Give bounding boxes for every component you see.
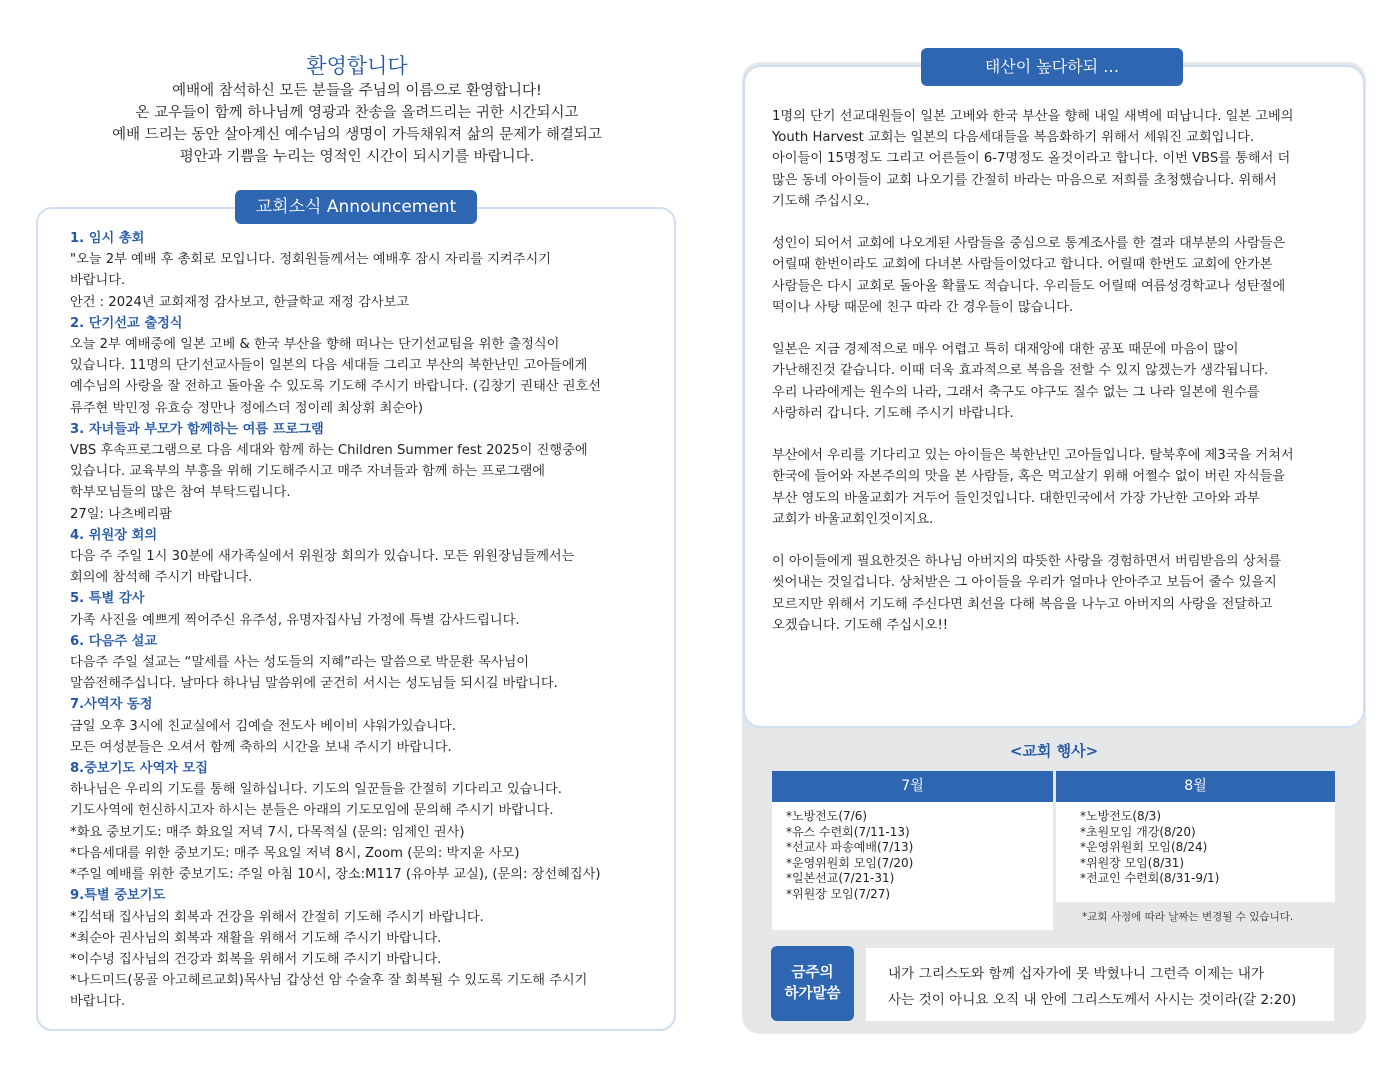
event-item: *선교사 파송예배(7/13)	[786, 840, 914, 854]
announcement-line: VBS 후속프로그램으로 다음 세대와 함께 하는 Children Summer fest 2025이 진행중에	[70, 443, 588, 459]
announcement-line: 류주현 박민정 유효승 정만나 정에스더 정이레 최상휘 최순아)	[70, 400, 423, 416]
events-note: *교회 사정에 따라 날짜는 변경될 수 있습니다.	[1082, 911, 1294, 923]
verse-line: 사는 것이 아니요 오직 내 안에 그리스도께서 사시는 것이라(갈 2:20)	[888, 992, 1297, 1008]
article-line: 부산에서 우리를 기다리고 있는 아이들은 북한난민 고아들입니다. 탈북후에 제3국을 거쳐서	[772, 448, 1294, 464]
announcement-line: *화요 중보기도: 매주 화요일 저녁 7시, 다목적실 (문의: 임제인 권사)	[70, 824, 465, 840]
event-item: *운영위원회 모임(7/20)	[786, 855, 914, 870]
event-item: *노방전도(7/6)	[786, 809, 868, 823]
announcement-heading: 1. 임시 총회	[70, 231, 145, 246]
announcement-line: 있습니다. 교육부의 부흥을 위해 기도해주시고 매주 자녀들과 함께 하는 프로그램에	[70, 464, 546, 480]
announcement-line: 안건 : 2024년 교회재정 감사보고, 한글학교 재정 감사보고	[70, 294, 410, 310]
event-item: *전교인 수련회(8/31-9/1)	[1080, 871, 1220, 885]
article-line: 부산 영도의 바울교회가 거두어 들인것입니다. 대한민국에서 가장 가난한 고아와 과부	[772, 490, 1260, 506]
welcome-line: 온 교우들이 함께 하나님께 영광과 찬송을 올려드리는 귀한 시간되시고	[135, 105, 579, 121]
verse-label-line: 하가말씀	[784, 985, 841, 1002]
announcements-label: 교회소식 Announcement	[235, 190, 477, 224]
event-item: *초원모임 개강(8/20)	[1080, 824, 1196, 839]
article-paragraph	[772, 551, 1352, 636]
events-july-list	[772, 802, 1053, 930]
article-line: 한국에 들어와 자본주의의 맛을 본 사람들, 혹은 먹고살기 위해 어쩔수 없이 버린 자식들을	[772, 469, 1286, 485]
events-august-header: 8월	[1056, 771, 1335, 802]
announcement-line: *주일 예배를 위한 중보기도: 주일 아침 10시, 장소:M117 (유아부 교실), (문의: 장선혜집사)	[70, 867, 601, 883]
announcement-line: 하나님은 우리의 기도를 통해 일하십니다. 기도의 일꾼들을 간절히 기다리고 있습니다.	[70, 782, 562, 798]
event-item: *운영위원회 모임(8/24)	[1080, 840, 1208, 854]
article-line: 떡이나 사탕 때문에 친구 따라 간 경우들이 많습니다.	[772, 299, 1074, 315]
announcement-line: 있습니다. 11명의 단기선교사들이 일본의 다음 세대들 그리고 부산의 북한난민 고아들에게	[70, 358, 588, 374]
event-item: *일본선교(7/21-31)	[786, 871, 895, 885]
announcements-list	[70, 228, 660, 1013]
announcement-line: 기도사역에 헌신하시고자 하시는 분들은 아래의 기도모임에 문의해 주시기 바랍니다.	[70, 803, 554, 819]
verse-line: 내가 그리스도와 함께 십자가에 못 박혔나니 그런즉 이제는 내가	[888, 966, 1264, 982]
article-line: 아이들이 15명정도 그리고 어른들이 6-7명정도 올것이라고 합니다. 이번 VBS를 통해서 더	[772, 151, 1291, 167]
announcement-heading: 9.특별 중보기도	[70, 888, 166, 904]
event-item: *위원장 모임(8/31)	[1080, 855, 1185, 870]
article-body	[772, 106, 1352, 657]
announcement-heading: 5. 특별 감사	[70, 591, 145, 607]
announcement-line: 오늘 2부 예배중에 일본 고베 & 한국 부산을 향해 떠나는 단기선교팀을 위한 출정식이	[70, 337, 560, 353]
article-line: 교회가 바울교회인것이지요.	[772, 511, 934, 527]
article-line: 어릴때 한번이라도 교회에 다녀본 사람들이었다고 합니다. 어릴때 한번도 교회에 안가본	[772, 257, 1273, 273]
announcement-line: *김석태 집사님의 회복과 건강을 위해서 간절히 기도해 주시기 바랍니다.	[70, 909, 484, 925]
announcement-line: *다음세대를 위한 중보기도: 매주 목요일 저녁 8시, Zoom (문의: 박지윤 사모)	[70, 845, 520, 861]
announcement-line: 바랍니다.	[70, 273, 126, 289]
announcement-line: *최순아 권사님의 회복과 재활을 위해서 기도해 주시기 바랍니다.	[70, 930, 442, 946]
events-august-list	[1056, 802, 1335, 902]
announcement-line: 학부모님들의 많은 참여 부탁드립니다.	[70, 485, 291, 501]
welcome-line: 예배에 참석하신 모든 분들을 주님의 이름으로 환영합니다!	[172, 83, 542, 99]
article-line: 모르지만 위해서 기도해 주신다면 최선을 다해 복음을 나누고 아버지의 사랑을 전달하고	[772, 596, 1273, 612]
article-paragraph	[772, 106, 1352, 212]
announcement-line: "오늘 2부 예배 후 총회로 모입니다. 정회원들께서는 예배후 잠시 자리를 지켜주시기	[70, 252, 551, 268]
events-july-header: 7월	[772, 771, 1053, 802]
article-line: 1명의 단기 선교대원들이 일본 고베와 한국 부산을 향해 내일 새벽에 떠납니다. 일본 고베의	[772, 109, 1294, 124]
announcement-line: 다음주 주일 설교는 “말세를 사는 성도들의 지혜”라는 말씀으로 박문환 목사님이	[70, 655, 530, 671]
announcement-line: 금일 오후 3시에 친교실에서 김예슬 전도사 베이비 샤워가있습니다.	[70, 718, 456, 734]
weekly-verse-label	[771, 946, 854, 1021]
article-paragraph	[772, 445, 1352, 530]
welcome-line: 평안과 기쁨을 누리는 영적인 시간이 되시기를 바랍니다.	[179, 149, 535, 165]
article-line: 오겠습니다. 기도해 주십시오!!	[772, 617, 949, 633]
verse-label-line: 금주의	[791, 964, 834, 981]
article-line: 우리 나라에게는 원수의 나라, 그래서 축구도 야구도 질수 없는 그 나라 일본에 원수를	[772, 384, 1260, 400]
announcement-line: 모든 여성분들은 오셔서 함께 축하의 시간을 보내 주시기 바랍니다.	[70, 739, 452, 755]
article-line: 이 아이들에게 필요한것은 하나님 아버지의 따뜻한 사랑을 경험하면서 버림받음의 상처를	[772, 554, 1282, 570]
announcement-heading: 3. 자녀들과 부모가 함께하는 여름 프로그램	[70, 421, 324, 437]
announcement-line: *나드미드(몽골 아고헤르교회)목사님 갑상선 암 수술후 잘 회복될 수 있도록 기도해 주시기	[70, 973, 588, 989]
announcement-line: 다음 주 주일 1시 30분에 새가족실에서 위원장 회의가 있습니다. 모든 위원장님들께서는	[70, 549, 575, 565]
article-line: 기도해 주십시오.	[772, 193, 870, 209]
announcement-line: *이수녕 집사님의 건강과 회복을 위해서 기도해 주시기 바랍니다.	[70, 951, 442, 967]
event-item: *노방전도(8/3)	[1080, 809, 1162, 823]
announcement-line: 27일: 나츠베리팜	[70, 506, 172, 522]
article-paragraph	[772, 339, 1352, 424]
event-item: *유스 수련회(7/11-13)	[786, 824, 910, 839]
welcome-message	[40, 80, 674, 168]
announcement-heading: 4. 위원장 회의	[70, 527, 158, 543]
announcement-line: 가족 사진을 예쁘게 찍어주신 유주성, 유명자집사님 가정에 특별 감사드립니다.	[70, 612, 520, 628]
article-line: 사람들은 다시 교회로 돌아올 확률도 적습니다. 우리들도 어릴때 여름성경학교나 성탄절에	[772, 278, 1286, 294]
welcome-title: 환영합니다	[306, 54, 408, 78]
article-line: 많은 동네 아이들이 교회 나오기를 간절히 바라는 마음으로 저희를 초청했습니다. 위해서	[772, 172, 1277, 188]
article-paragraph	[772, 233, 1352, 318]
announcement-line: 말씀전해주십니다. 날마다 하나님 말씀위에 굳건히 서시는 성도님들 되시길 바랍니다.	[70, 676, 558, 692]
events-title: <교회 행사>	[1009, 742, 1099, 760]
announcement-line: 회의에 참석해 주시기 바랍니다.	[70, 570, 253, 586]
announcement-heading: 2. 단기선교 출정식	[70, 315, 183, 331]
announcement-line: 예수님의 사랑을 잘 전하고 돌아올 수 있도록 기도해 주시기 바랍니다. (김창기 권태산 권호선	[70, 379, 601, 395]
announcement-heading: 8.중보기도 사역자 모집	[70, 761, 209, 777]
announcement-heading: 6. 다음주 설교	[70, 633, 158, 649]
article-line: 일본은 지금 경제적으로 매우 어렵고 특히 대재앙에 대한 공포 때문에 마음이 많이	[772, 342, 1239, 358]
welcome-line: 예배 드리는 동안 살아계신 예수님의 생명이 가득채워져 삶의 문제가 해결되고	[112, 127, 602, 143]
article-line: 사랑하러 갑니다. 기도해 주시기 바랍니다.	[772, 405, 1014, 421]
event-item: *위원장 모임(7/27)	[786, 886, 891, 901]
article-title: 태산이 높다하되 …	[921, 48, 1183, 86]
article-line: 씻어내는 것일겁니다. 상처받은 그 아이들을 우리가 얼마나 안아주고 보듬어 줄수 있을지	[772, 575, 1277, 591]
article-line: 성인이 되어서 교회에 나오게된 사람들을 중심으로 통계조사를 한 결과 대부분의 사람들은	[772, 236, 1286, 252]
announcement-line: 바랍니다.	[70, 994, 126, 1010]
article-line: Youth Harvest 교회는 일본의 다음세대들을 복음화하기 위해서 세워진 교회입니다.	[772, 130, 1255, 146]
article-line: 가난해진것 같습니다. 이때 더욱 효과적으로 복음을 전할 수 있지 않겠는가 생각됩니다.	[772, 363, 1269, 379]
announcement-heading: 7.사역자 동정	[70, 697, 153, 713]
weekly-verse-text	[866, 948, 1334, 1021]
